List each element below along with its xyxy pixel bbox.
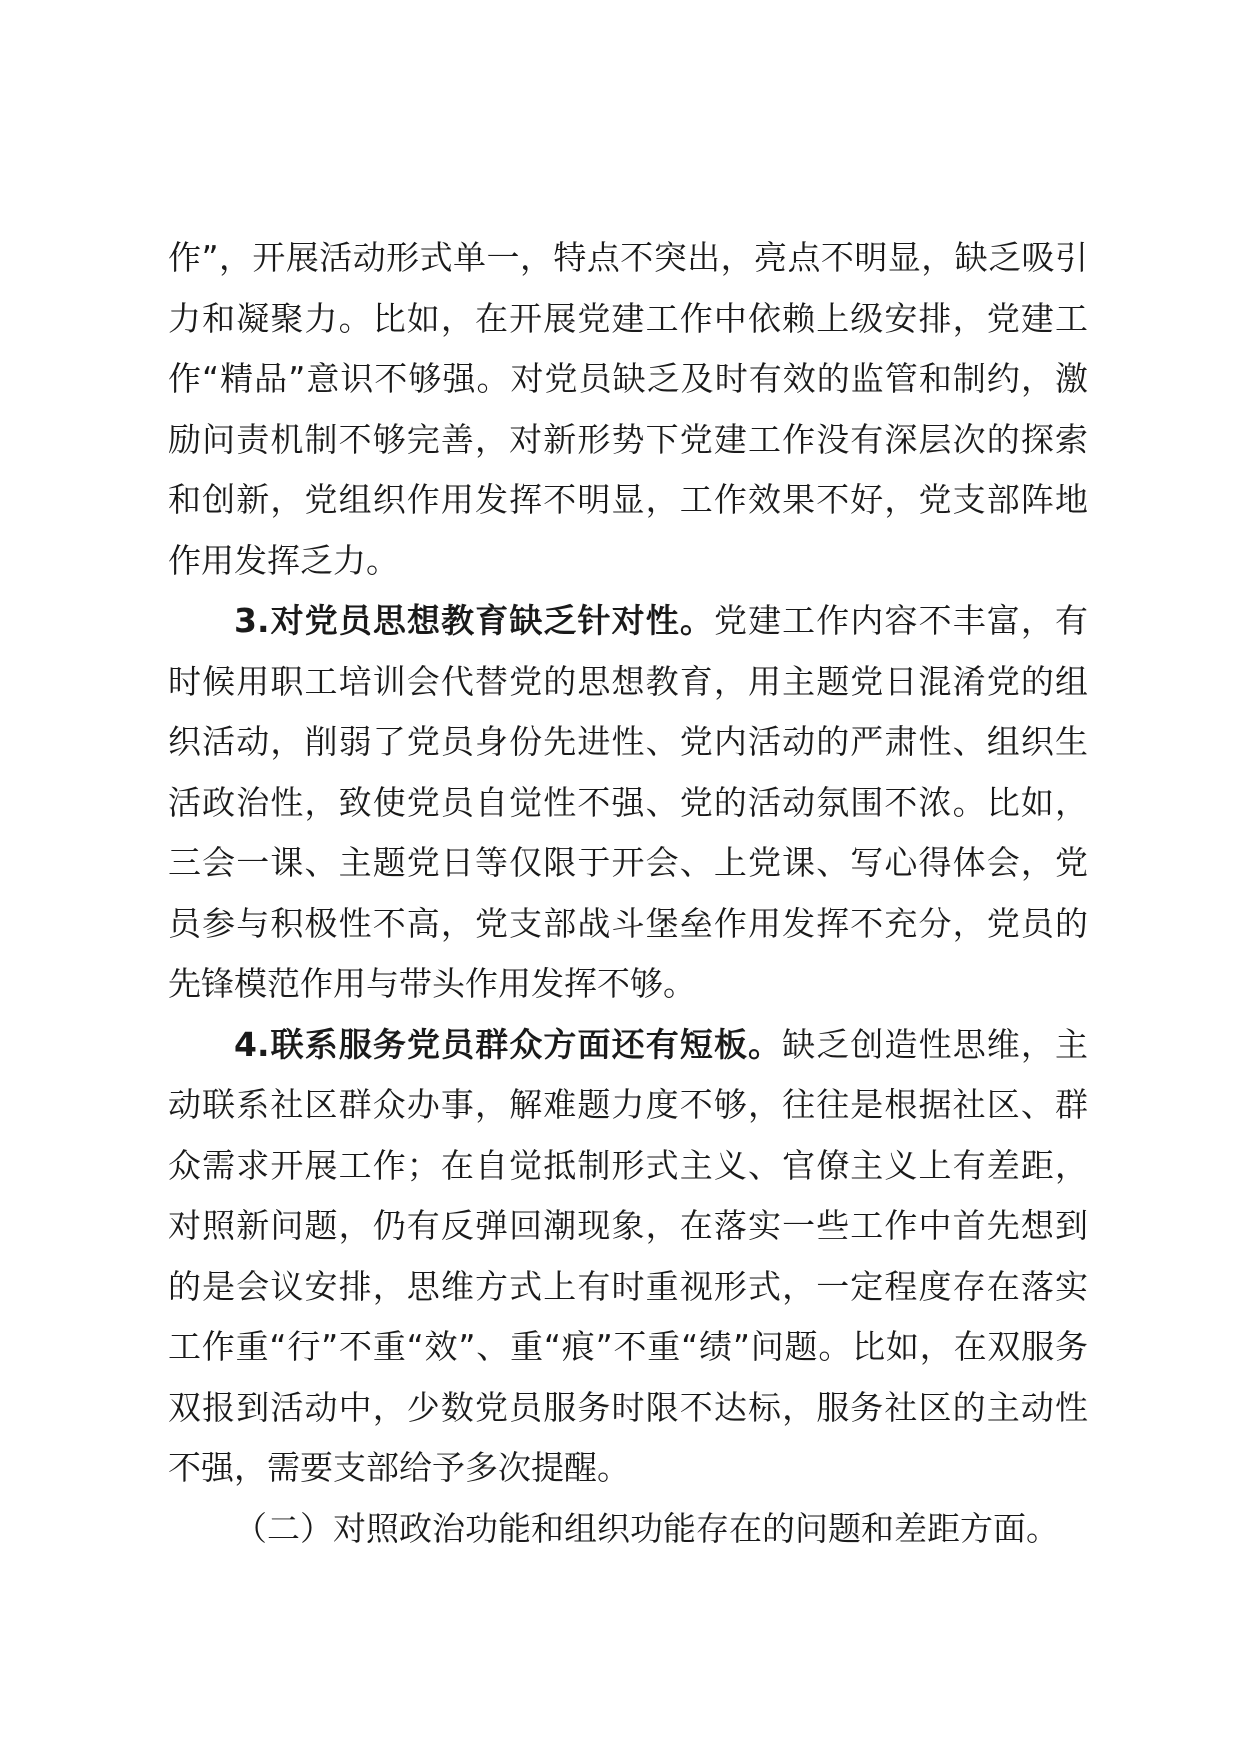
paragraph-text: 缺乏创造性思维，主动联系社区群众办事，解难题力度不够，往往是根据社区、群众需求开展工作；在自觉抵制形式主义、官僚主义上有差距，对照新问题，仍有反弹回潮现象，在落实一些工作中首先想到的是会议安排，思维方式上有时重视形式，一定程度存在落实工作重“行”不重“效”、重“痕”不重“绩”问题。比如，在双服务双报到活动中，少数党员服务时限不达标，服务社区的主动性不强，需要支部给予多次提醒。 bbox=[168, 1024, 1089, 1487]
document-body bbox=[168, 228, 1088, 1559]
paragraph-item-3 bbox=[168, 591, 1088, 1015]
paragraph-item-4 bbox=[168, 1015, 1088, 1499]
paragraph-heading: 3.对党员思想教育缺乏针对性。 bbox=[234, 601, 714, 640]
paragraph-text: 党建工作内容不丰富，有时候用职工培训会代替党的思想教育，用主题党日混淆党的组织活动，削弱了党员身份先进性、党内活动的严肃性、组织生活政治性，致使党员自觉性不强、党的活动氛围不浓。比如，三会一课、主题党日等仅限于开会、上党课、写心得体会，党员参与积极性不高，党支部战斗堡垒作用发挥不充分，党员的先锋模范作用与带头作用发挥不够。 bbox=[168, 601, 1089, 1003]
paragraph-text: 作”，开展活动形式单一，特点不突出，亮点不明显，缺乏吸引力和凝聚力。比如，在开展党建工作中依赖上级安排，党建工作“精品”意识不够强。对党员缺乏及时有效的监管和制约，激励问责机制不够完善，对新形势下党建工作没有深层次的探索和创新，党组织作用发挥不明显，工作效果不好，党支部阵地作用发挥乏力。 bbox=[168, 238, 1088, 580]
paragraph-heading: 4.联系服务党员群众方面还有短板。 bbox=[234, 1024, 783, 1064]
paragraph-continuation bbox=[168, 228, 1088, 591]
section-heading-2 bbox=[168, 1499, 1088, 1560]
section-heading-text: （二）对照政治功能和组织功能存在的问题和差距方面。 bbox=[234, 1508, 1059, 1548]
